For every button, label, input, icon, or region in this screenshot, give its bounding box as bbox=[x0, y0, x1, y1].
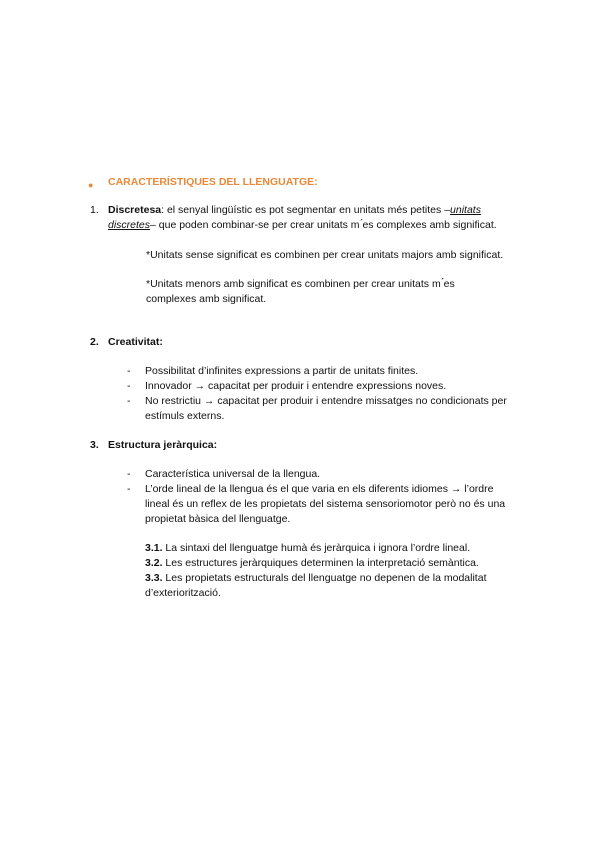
section2-number: 2. bbox=[90, 336, 99, 348]
subpoint-3-3-text: Les propietats estructurals del llenguatge no depenen de la modalitat bbox=[162, 572, 487, 584]
section3-number: 3. bbox=[90, 439, 99, 451]
subpoint-3-2-number: 3.2. bbox=[145, 557, 163, 569]
section3-item2-dash: - bbox=[127, 483, 131, 495]
section2-title: Creativitat: bbox=[108, 336, 163, 348]
section3-title: Estructura jeràrquica: bbox=[108, 439, 218, 451]
discretes-link[interactable]: discretes bbox=[108, 219, 151, 231]
section-heading: CARACTERÍSTIQUES DEL LLENGUATGE: bbox=[108, 176, 318, 188]
subpoint-3-3-number: 3.3. bbox=[145, 572, 163, 584]
section1-line2-text: – que poden combinar-se per crear unitats m ́es complexes amb significat. bbox=[150, 219, 497, 231]
unitats-link[interactable]: unitats bbox=[450, 204, 481, 216]
section1-line1 bbox=[108, 203, 481, 218]
section2-item3-line1: No restrictiu → capacitat per produir i entendre missatges no condicionats per bbox=[145, 395, 507, 407]
section1-line2 bbox=[108, 218, 497, 233]
subpoint-3-3-continuation: d’exteriorització. bbox=[145, 587, 221, 599]
section2-item2-dash: - bbox=[127, 380, 131, 392]
subpoint-3-3 bbox=[145, 571, 486, 586]
section3-item1-text: Característica universal de la llengua. bbox=[145, 468, 321, 480]
section2-item2-text: Innovador → capacitat per produir i entendre expressions noves. bbox=[145, 380, 447, 392]
section3-item1-dash: - bbox=[127, 468, 131, 480]
section1-note2-line1: *Unitats menors amb significat es combinen per crear unitats m ́es bbox=[146, 278, 455, 290]
section1-number: 1. bbox=[90, 204, 99, 216]
subpoint-3-2 bbox=[145, 556, 479, 571]
section1-note1: *Unitats sense significat es combinen per crear unitats majors amb significat. bbox=[146, 249, 504, 261]
section3-item2-line1: L’orde lineal de la llengua és el que varia en els diferents idiomes → l’ordre bbox=[145, 483, 494, 495]
subpoint-3-1 bbox=[145, 541, 470, 556]
section1-title: Discretesa bbox=[108, 204, 162, 216]
section3-item2-line2: lineal és un reflex de les propietats del sistema sensoriomotor però no és una bbox=[145, 498, 506, 510]
subpoint-3-1-text: La sintaxi del llenguatge humà és jeràrquica i ignora l’ordre lineal. bbox=[162, 542, 471, 554]
section3-item2-line3: propietat bàsica del llenguatge. bbox=[145, 513, 291, 525]
section2-item1-dash: - bbox=[127, 365, 131, 377]
subpoint-3-2-text: Les estructures jeràrquiques determinen la interpretació semàntica. bbox=[162, 557, 479, 569]
section2-item3-line2: estímuls externs. bbox=[145, 410, 225, 422]
subpoint-3-1-number: 3.1. bbox=[145, 542, 163, 554]
section1-note2-line2: complexes amb significat. bbox=[146, 293, 267, 305]
section2-item3-dash: - bbox=[127, 395, 131, 407]
heading-bullet: ● bbox=[88, 180, 94, 190]
section1-line1-text: : el senyal lingüístic es pot segmentar en unitats més petites – bbox=[161, 204, 451, 216]
section2-item1-text: Possibilitat d’infinites expressions a partir de unitats finites. bbox=[145, 365, 419, 377]
